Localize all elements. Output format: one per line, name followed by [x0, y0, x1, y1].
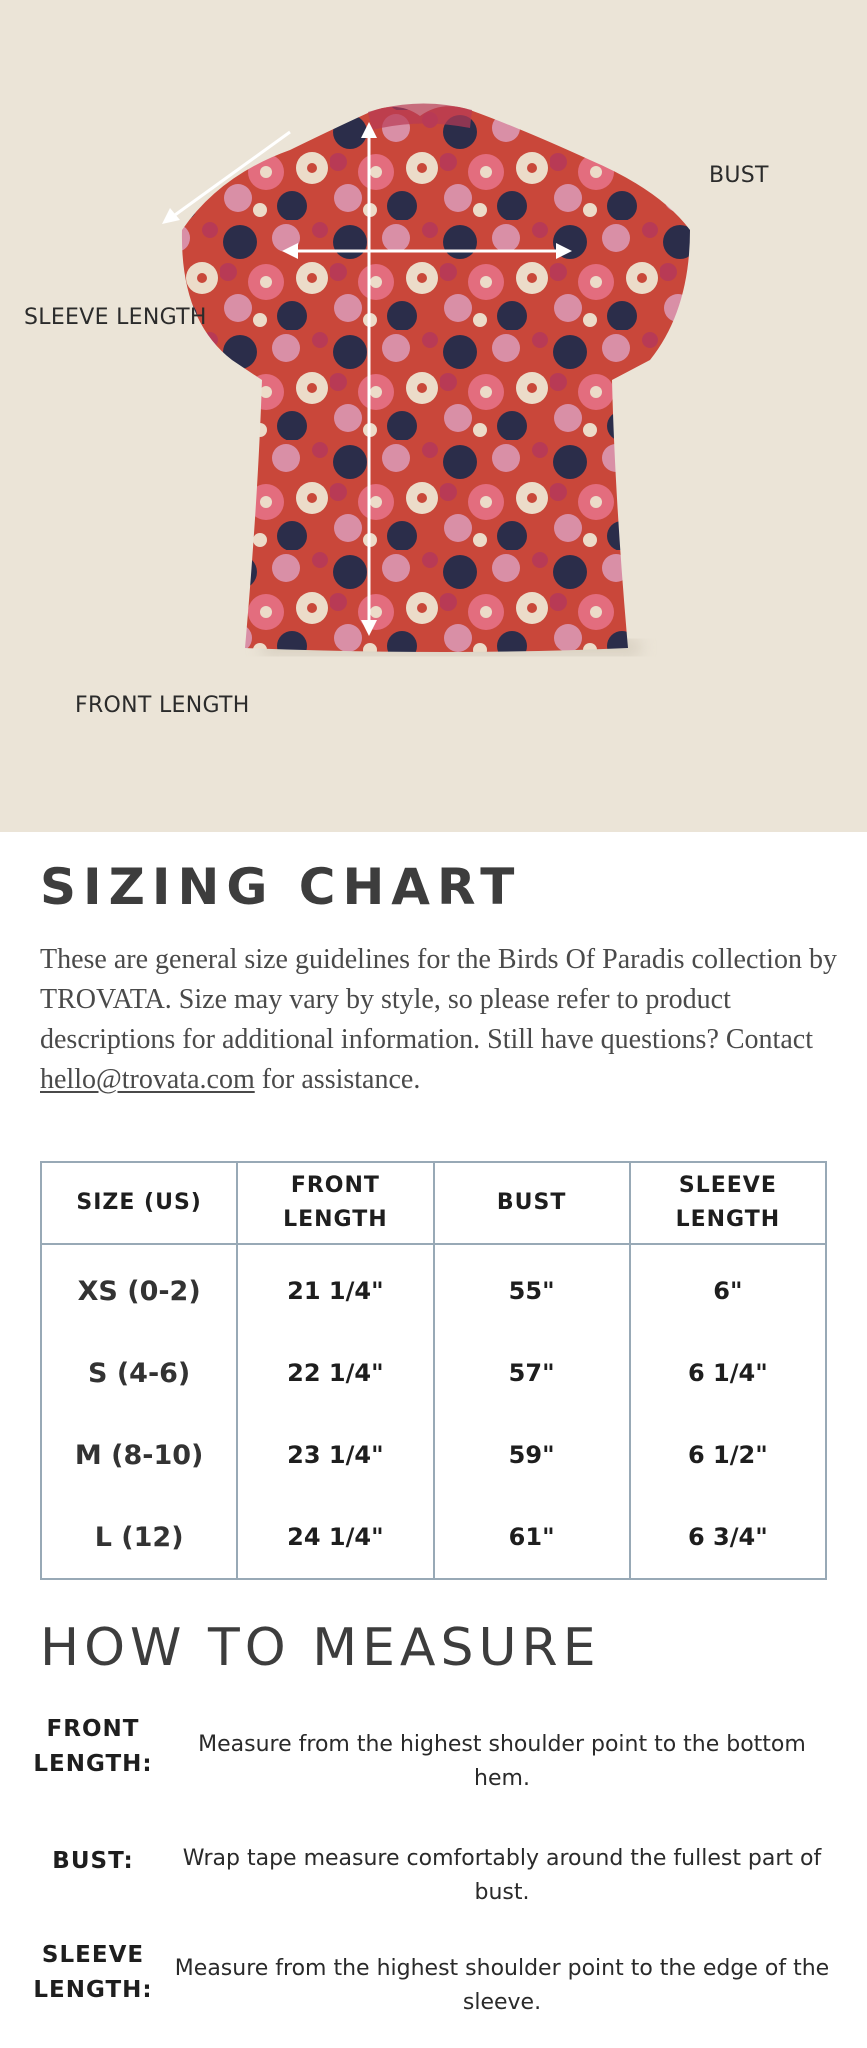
how-to-measure-heading: HOW TO MEASURE — [40, 1618, 601, 1678]
sleeve-length-cell: 6 3/4" — [630, 1496, 826, 1579]
size-cell: S (4-6) — [41, 1332, 237, 1414]
measure-term: BUST: — [52, 1848, 134, 1874]
sleeve-length-cell: 6" — [630, 1244, 826, 1332]
intro-text: These are general size guidelines for the Birds Of Paradis collection by TROVATA. Size may vary by style, so please refer to product descriptions for additional information. Still have questions? Contact — [40, 944, 837, 1055]
intro-suffix: for assistance. — [261, 1064, 421, 1095]
table-row — [41, 1332, 826, 1414]
measure-description: Wrap tape measure comfortably around the fullest part of bust. — [182, 1846, 822, 1905]
front-length-cell: 23 1/4" — [237, 1414, 433, 1496]
page-title: SIZING CHART — [40, 858, 522, 916]
contact-email-link[interactable]: hello@trovata.com — [40, 1064, 255, 1095]
measure-term: FRONT LENGTH: — [33, 1716, 153, 1777]
header-sleeve-length: SLEEVE LENGTH — [630, 1162, 826, 1244]
front-length-cell: 22 1/4" — [237, 1332, 433, 1414]
size-cell: XS (0-2) — [41, 1244, 237, 1332]
front-length-label: FRONT LENGTH — [75, 693, 250, 718]
blouse-shape — [182, 106, 690, 652]
intro-paragraph — [40, 940, 840, 1100]
bust-cell: 61" — [434, 1496, 630, 1579]
bust-cell: 57" — [434, 1332, 630, 1414]
table-row — [41, 1244, 826, 1332]
table-row — [41, 1414, 826, 1496]
sleeve-length-label: SLEEVE LENGTH — [24, 305, 207, 330]
size-cell: L (12) — [41, 1496, 237, 1579]
bust-cell: 55" — [434, 1244, 630, 1332]
measure-description: Measure from the highest shoulder point to the bottom hem. — [198, 1732, 806, 1791]
size-cell: M (8-10) — [41, 1414, 237, 1496]
front-length-cell: 24 1/4" — [237, 1496, 433, 1579]
bust-label: BUST — [709, 163, 769, 188]
product-image-area — [0, 0, 867, 832]
measure-description: Measure from the highest shoulder point to the edge of the sleeve. — [174, 1956, 830, 2015]
header-bust: BUST — [434, 1162, 630, 1244]
header-size: SIZE (US) — [41, 1162, 237, 1244]
header-front-length: FRONT LENGTH — [237, 1162, 433, 1244]
table-row — [41, 1496, 826, 1579]
front-length-cell: 21 1/4" — [237, 1244, 433, 1332]
bust-cell: 59" — [434, 1414, 630, 1496]
sizing-table — [40, 1161, 827, 1580]
sleeve-length-cell: 6 1/4" — [630, 1332, 826, 1414]
measure-term: SLEEVE LENGTH: — [33, 1942, 153, 2003]
table-header-row — [41, 1162, 826, 1244]
sleeve-length-cell: 6 1/2" — [630, 1414, 826, 1496]
